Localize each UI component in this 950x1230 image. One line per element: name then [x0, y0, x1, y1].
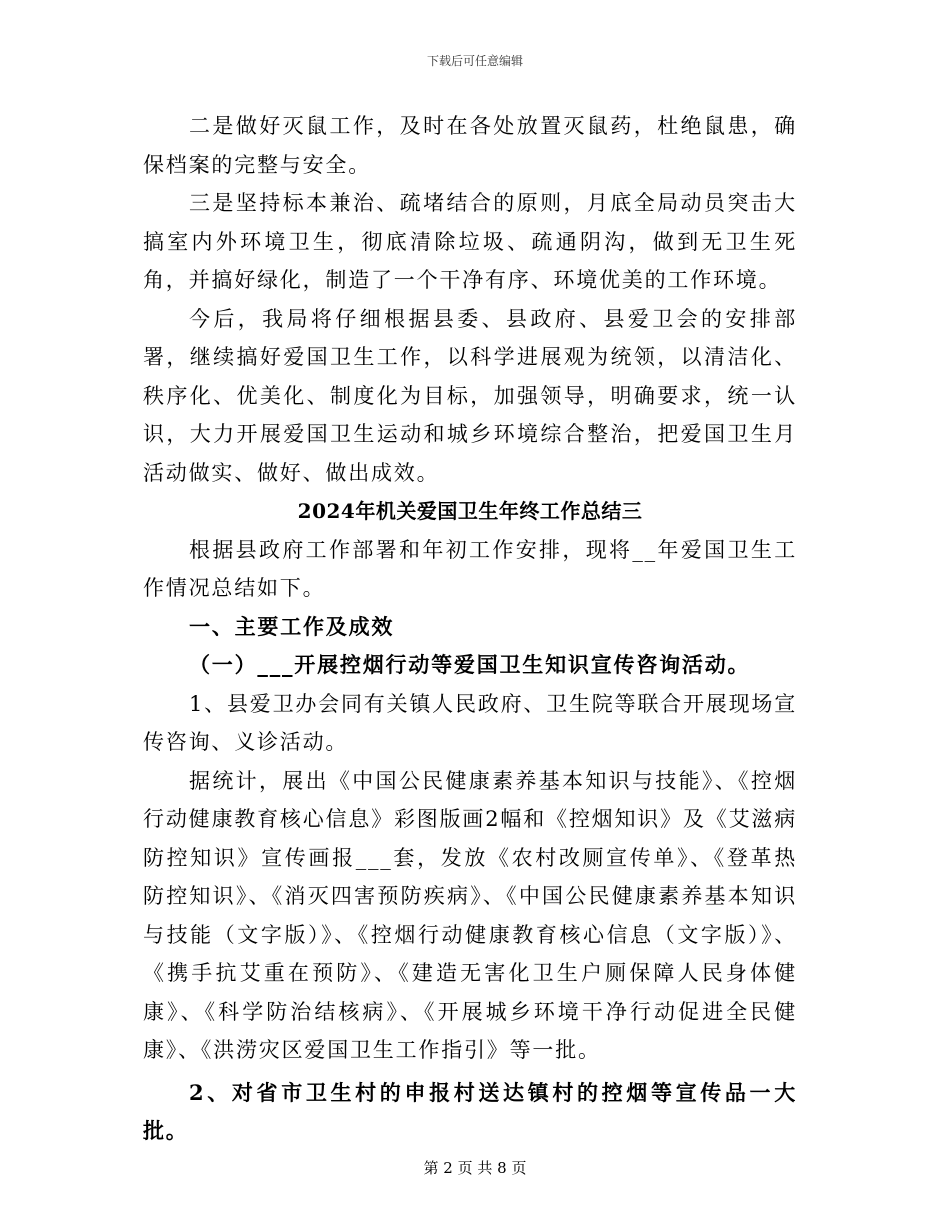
page-header: 下载后可任意编辑 — [426, 54, 523, 68]
heading-main-work: 一、主要工作及成效 — [189, 613, 395, 639]
paragraph-item-2: 2、对省市卫生村的申报村送达镇村的控烟等宣传品一大批。 — [143, 1079, 797, 1143]
paragraph-rodent-control: 二是做好灭鼠工作，及时在各处放置灭鼠药，杜绝鼠患，确保档案的完整与安全。 — [143, 114, 797, 177]
heading-subsection-1: （一）___开展控烟行动等爱国卫生知识宣传咨询活动。 — [189, 652, 751, 677]
paragraph-intro: 根据县政府工作部署和年初工作安排，现将__年爱国卫生工作情况总结如下。 — [143, 537, 797, 600]
section-title: 2024年机关爱国卫生年终工作总结三 — [297, 499, 643, 523]
paragraph-statistics: 据统计，展出《中国公民健康素养基本知识与技能》、《控烟行动健康教育核心信息》彩图版画2幅和《控烟知识》及《艾滋病防控知识》宣传画报___套，发放《农村改厕宣传单》、《登革热防控知识》、《消灭四害预防疾病》、《中国公民健康素养基本知识与技能（文字版）》、《控烟行动健康教育核心信息（文字版）》、《携手抗艾重在预防》、《建造无害化卫生户厕保障人民身体健康》、《科学防治结核病》、《开展城乡环境干净行动促进全民健康》、《洪涝灾区爱国卫生工作指引》等一批。 — [143, 768, 797, 1062]
page-footer: 第 2 页 共 8 页 — [423, 1159, 527, 1177]
paragraph-environment: 三是坚持标本兼治、疏堵结合的原则，月底全局动员突击大搞室内外环境卫生，彻底清除垃圾、疏通阴沟，做到无卫生死角，并搞好绿化，制造了一个干净有序、环境优美的工作环境。 — [143, 191, 797, 292]
paragraph-item-1: 1、县爱卫办会同有关镇人民政府、卫生院等联合开展现场宣传咨询、义诊活动。 — [143, 691, 797, 754]
document-body — [143, 107, 797, 1151]
paragraph-future-plans: 今后，我局将仔细根据县委、县政府、县爱卫会的安排部署，继续搞好爱国卫生工作，以科学进展观为统领，以清洁化、秩序化、优美化、制度化为目标，加强领导，明确要求，统一认识，大力开展爱国卫生运动和城乡环境综合整治，把爱国卫生月活动做实、做好、做出成效。 — [143, 306, 797, 485]
